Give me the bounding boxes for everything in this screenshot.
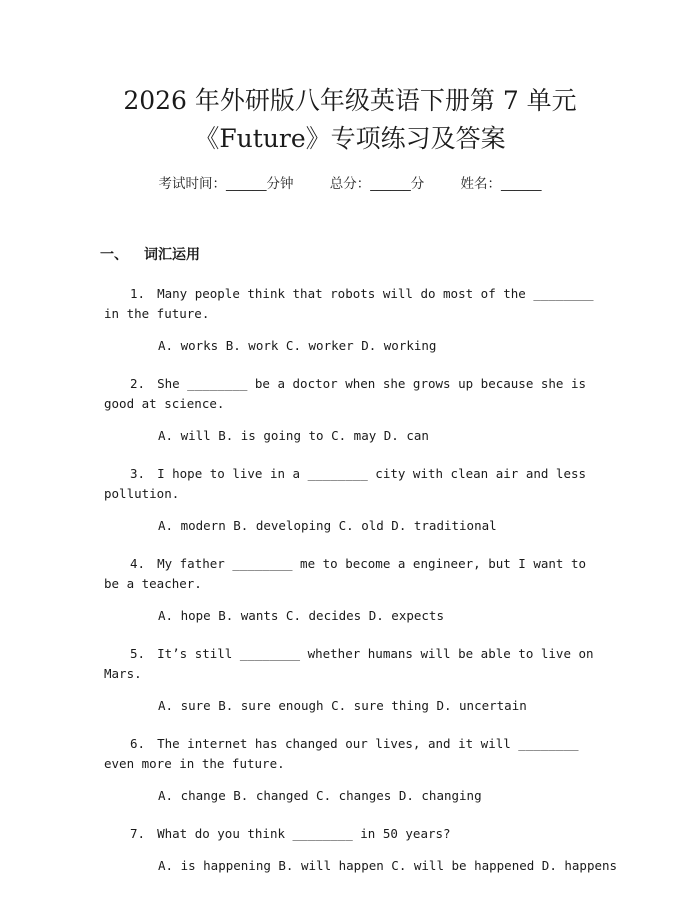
question-item xyxy=(104,644,596,716)
question-stem xyxy=(104,374,596,414)
section-number: 一、 xyxy=(100,247,128,263)
question-stem xyxy=(104,464,596,504)
question-options: A. change B. changed C. changes D. changing xyxy=(158,788,482,803)
section-heading xyxy=(100,244,596,264)
question-item xyxy=(104,374,596,446)
question-number: 3. xyxy=(130,466,146,481)
question-number: 7. xyxy=(130,826,146,841)
document-title-line-1: 2026 年外研版八年级英语下册第 7 单元 xyxy=(123,86,577,115)
question-item xyxy=(104,284,596,356)
question-text: She ________ be a doctor when she grows up because she is good at science. xyxy=(104,376,587,411)
question-text: Many people think that robots will do most of the ________ in the future. xyxy=(104,286,594,321)
question-stem xyxy=(104,824,596,844)
question-stem xyxy=(104,644,596,684)
question-options: A. is happening B. will happen C. will be happened D. happens xyxy=(158,858,618,873)
question-text: What do you think ________ in 50 years? xyxy=(157,826,451,841)
exam-time-field: 考试时间：______分钟 xyxy=(158,176,294,192)
total-score-field: 总分：______分 xyxy=(329,176,425,192)
question-text: My father ________ me to become a engineer, but I want to be a teacher. xyxy=(104,556,587,591)
question-options: A. sure B. sure enough C. sure thing D. uncertain xyxy=(158,698,527,713)
question-options: A. modern B. developing C. old D. traditional xyxy=(158,518,497,533)
question-number: 6. xyxy=(130,736,146,751)
question-number: 5. xyxy=(130,646,146,661)
question-text: The internet has changed our lives, and it will ________ even more in the future. xyxy=(104,736,579,771)
question-text: It’s still ________ whether humans will be able to live on Mars. xyxy=(104,646,594,681)
question-number: 1. xyxy=(130,286,146,301)
question-options: A. hope B. wants C. decides D. expects xyxy=(158,608,444,623)
question-text: I hope to live in a ________ city with clean air and less pollution. xyxy=(104,466,587,501)
question-stem xyxy=(104,284,596,324)
question-item xyxy=(104,554,596,626)
question-item xyxy=(104,464,596,536)
question-number: 4. xyxy=(130,556,146,571)
question-stem xyxy=(104,734,596,774)
question-item xyxy=(104,734,596,806)
student-name-field: 姓名：______ xyxy=(460,176,542,192)
question-number: 2. xyxy=(130,376,146,391)
exam-info-line xyxy=(104,172,596,192)
question-options: A. works B. work C. worker D. working xyxy=(158,338,437,353)
document-title-line-2: 《Future》专项练习及答案 xyxy=(194,124,506,153)
question-item xyxy=(104,824,618,876)
question-stem xyxy=(104,554,596,594)
question-options: A. will B. is going to C. may D. can xyxy=(158,428,429,443)
section-title: 词汇运用 xyxy=(144,247,200,263)
